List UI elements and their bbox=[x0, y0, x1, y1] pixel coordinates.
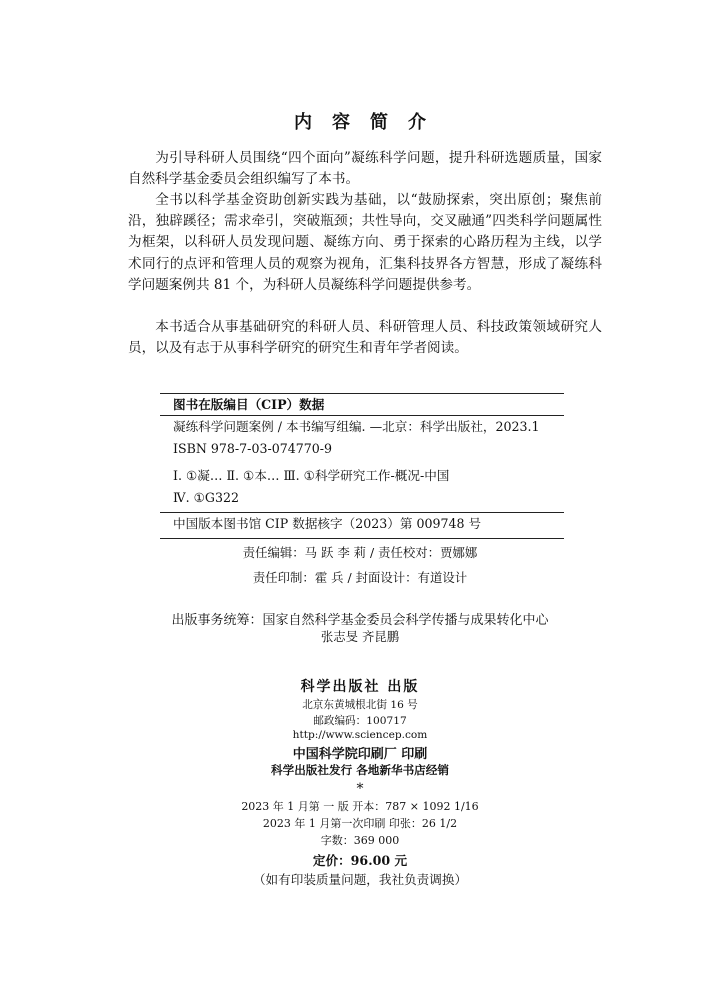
price: 定价：96.00 元 bbox=[312, 853, 408, 868]
cip-bottom-rule bbox=[160, 538, 564, 539]
cip-isbn: ISBN 978-7-03-074770-9 bbox=[173, 441, 333, 456]
printing-line: 2023 年 1 月第一次印刷 印张：26 1/2 bbox=[262, 817, 458, 830]
summary-paragraph-3: 本书适合从事基础研究的科研人员、科研管理人员、科技政策领域研究人员，以及有志于从事科学研究的研究生和青年学者阅读。 bbox=[128, 319, 602, 357]
cip-classification-2: Ⅳ. ①G322 bbox=[173, 490, 239, 505]
cip-top-rule bbox=[160, 393, 564, 394]
cip-heading: 图书在版编目（CIP）数据 bbox=[173, 397, 325, 412]
cip-number-rule bbox=[160, 512, 564, 513]
cip-title-line: 凝练科学问题案例 / 本书编写组编. —北京：科学出版社，2023.1 bbox=[173, 419, 540, 434]
credits-editors: 责任编辑：马 跃 李 莉 / 责任校对：贾娜娜 bbox=[242, 545, 478, 560]
word-count: 字数：369 000 bbox=[320, 834, 400, 847]
cip-number: 中国版本图书馆 CIP 数据核字（2023）第 009748 号 bbox=[173, 516, 482, 531]
credits-printing-design: 责任印制：霍 兵 / 封面设计：有道设计 bbox=[252, 570, 468, 585]
credits-coordination-names: 张志旻 齐昆鹏 bbox=[320, 629, 400, 644]
publisher-name: 科学出版社 出版 bbox=[300, 679, 420, 695]
distribution-line: 科学出版社发行 各地新华书店经销 bbox=[271, 763, 449, 777]
publisher-url: http://www.sciencep.com bbox=[292, 729, 428, 741]
edition-line: 2023 年 1 月第 一 版 开本：787 × 1092 1/16 bbox=[241, 800, 479, 813]
quality-note: （如有印装质量问题，我社负责调换） bbox=[252, 872, 468, 887]
credits-coordination: 出版事务统筹：国家自然科学基金委员会科学传播与成果转化中心 bbox=[171, 613, 549, 628]
cip-classification-1: Ⅰ. ①凝… Ⅱ. ①本… Ⅲ. ①科学研究工作-概况-中国 bbox=[173, 468, 450, 483]
separator-star: * bbox=[356, 781, 364, 797]
printer-line: 中国科学院印刷厂 印刷 bbox=[292, 747, 428, 762]
publisher-address: 北京东黄城根北街 16 号 bbox=[302, 699, 418, 711]
summary-paragraph-2: 全书以科学基金资助创新实践为基础，以“鼓励探索，突出原创；聚焦前沿，独辟蹊径；需求牵引，突破瓶颈；共性导向，交叉融通”四类科学问题属性为框架，以科研人员发现问题、凝练方向、勇于探索的心路历程为主线，以学术同行的点评和管理人员的观察为视角，汇集科技界各方智慧，形成了凝练科学问题案例共 81 个，为科研人员凝练科学问题提供参考。 bbox=[128, 192, 602, 293]
summary-paragraph-1: 为引导科研人员围绕“四个面向”凝练科学问题，提升科研选题质量，国家自然科学基金委员会组织编写了本书。 bbox=[128, 150, 602, 188]
publisher-postcode: 邮政编码：100717 bbox=[313, 715, 407, 727]
summary-title: 内容简介 bbox=[294, 112, 446, 133]
cip-heading-rule bbox=[160, 415, 564, 416]
